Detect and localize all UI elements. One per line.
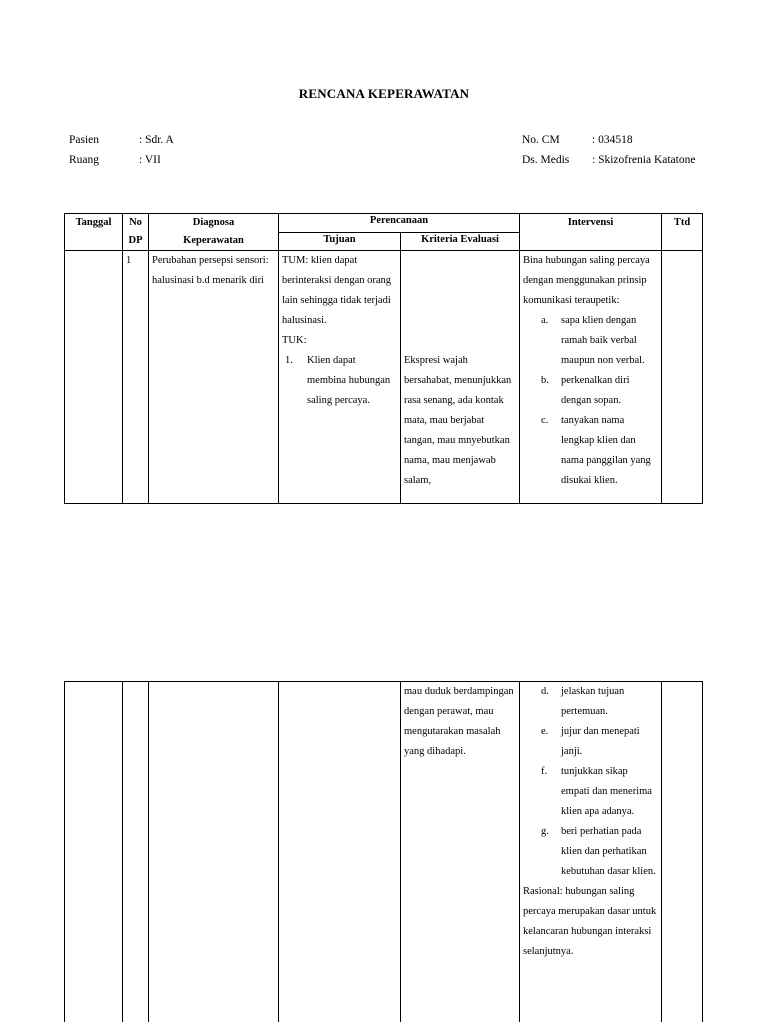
cell-intervensi bbox=[520, 251, 662, 504]
header-no-dp: No DP bbox=[123, 214, 149, 251]
cell-diagnosa bbox=[149, 251, 279, 504]
document-title: RENCANA KEPERAWATAN bbox=[298, 86, 470, 101]
care-plan-table-page1 bbox=[64, 213, 703, 504]
cell-tujuan bbox=[279, 682, 401, 1023]
list-item: 1. Klien dapat membina hubungan saling percaya. bbox=[285, 355, 391, 406]
list-item: e. jujur dan menepati janji. bbox=[541, 726, 640, 757]
header-intervensi: Intervensi bbox=[520, 214, 662, 251]
list-item: b. perkenalkan diri dengan sopan. bbox=[541, 375, 630, 406]
header-perencanaan: Perencanaan bbox=[279, 214, 520, 233]
nocm-value: : 034518 bbox=[592, 134, 633, 146]
tum-text: TUM: klien dapat berinteraksi dengan orang lain sehingga tidak terjadi halusinasi. bbox=[282, 255, 392, 326]
cell-kriteria bbox=[401, 682, 520, 1023]
cell-tanggal bbox=[65, 682, 123, 1023]
ruang-value: : VII bbox=[139, 154, 161, 166]
pasien-value: : Sdr. A bbox=[139, 134, 174, 146]
list-item: g. beri perhatian pada klien dan perhatikan kebutuhan dasar klien. bbox=[541, 826, 656, 877]
header-diagnosa: Diagnosa Keperawatan bbox=[149, 214, 279, 251]
cell-diagnosa bbox=[149, 682, 279, 1023]
cell-no-dp: 1 bbox=[123, 251, 149, 504]
diagnosa-text: Perubahan persepsi sensori: halusinasi b.d menarik diri bbox=[152, 255, 269, 286]
cell-no-dp bbox=[123, 682, 149, 1023]
table-row bbox=[65, 251, 703, 504]
cell-ttd bbox=[662, 251, 703, 504]
cell-ttd bbox=[662, 682, 703, 1023]
care-plan-table-page2 bbox=[64, 681, 703, 1022]
dsmedis-label: Ds. Medis bbox=[522, 154, 570, 166]
kriteria-text-continued: mau duduk berdampingan dengan perawat, mau mengutarakan masalah yang dihadapi. bbox=[404, 686, 514, 757]
rasional-text: Rasional: hubungan saling percaya merupakan dasar untuk kelancaran hubungan interaksi selanjutnya. bbox=[523, 886, 657, 957]
intervensi-intro: Bina hubungan saling percaya dengan menggunakan prinsip komunikasi teraupetik: bbox=[523, 255, 650, 306]
ruang-label: Ruang bbox=[69, 154, 100, 166]
header-tanggal: Tanggal bbox=[65, 214, 123, 251]
patient-info-left bbox=[69, 130, 174, 170]
tuk-label: TUK: bbox=[282, 335, 307, 346]
dsmedis-value: : Skizofrenia Katatone bbox=[592, 154, 696, 166]
header-kriteria: Kriteria Evaluasi bbox=[401, 232, 520, 251]
patient-info-right bbox=[522, 130, 695, 170]
table-row bbox=[65, 682, 703, 1023]
list-item: d. jelaskan tujuan pertemuan. bbox=[541, 686, 625, 717]
pasien-label: Pasien bbox=[69, 134, 100, 146]
cell-kriteria bbox=[401, 251, 520, 504]
cell-tujuan bbox=[279, 251, 401, 504]
list-item: f. tunjukkan sikap empati dan menerima klien apa adanya. bbox=[541, 766, 652, 817]
nocm-label: No. CM bbox=[522, 134, 560, 146]
list-item: c. tanyakan nama lengkap klien dan nama panggilan yang disukai klien. bbox=[541, 415, 651, 486]
cell-tanggal bbox=[65, 251, 123, 504]
kriteria-text: Ekspresi wajah bersahabat, menunjukkan rasa senang, ada kontak mata, mau berjabat tangan, mau mnyebutkan nama, mau menjawab salam, bbox=[404, 355, 512, 486]
list-item: a. sapa klien dengan ramah baik verbal maupun non verbal. bbox=[541, 315, 645, 366]
cell-intervensi bbox=[520, 682, 662, 1023]
header-ttd: Ttd bbox=[662, 214, 703, 251]
header-tujuan: Tujuan bbox=[279, 232, 401, 251]
